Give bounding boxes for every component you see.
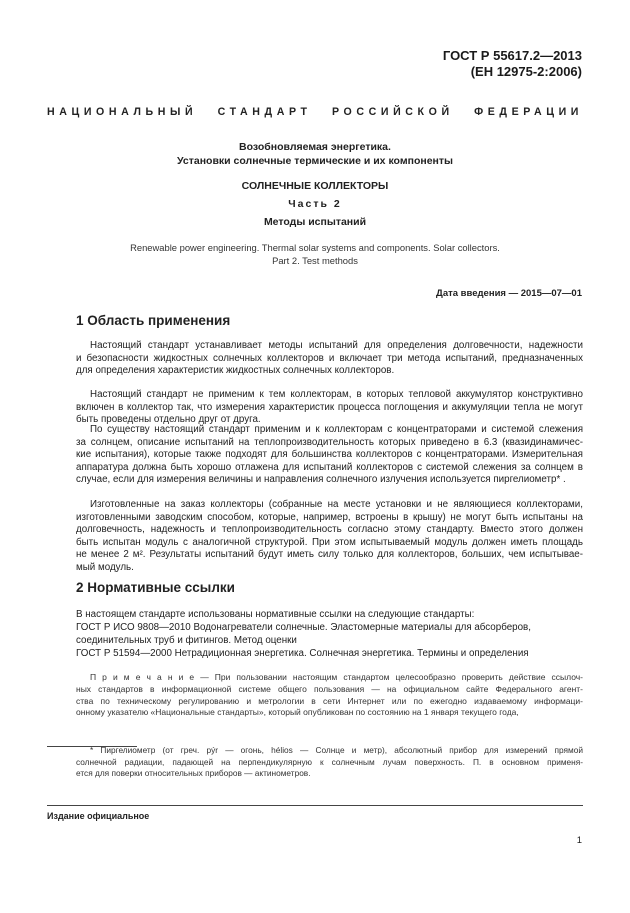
reference-gost-r-iso-9808-cont: соединительных труб и фитингов. Метод оценки xyxy=(76,635,297,646)
section-1-paragraph-3-line: аппаратура должна быть хорошо отлажена для испытаний коллекторов с системой слежения за солнцем в xyxy=(76,461,583,473)
section-2-heading: 2 Нормативные ссылки xyxy=(76,580,235,595)
document-title xyxy=(40,140,590,168)
national-standard-banner: НАЦИОНАЛЬНЫЙ СТАНДАРТ РОССИЙСКОЙ ФЕДЕРАЦИИ xyxy=(47,106,583,118)
note-line: ных стандартов в информационной системе общего пользования — на официальном сайте Федерального агент- xyxy=(76,683,583,694)
section-1-heading: 1 Область применения xyxy=(76,313,231,328)
reference-gost-r-iso-9808: ГОСТ Р ИСО 9808—2010 Водонагреватели солнечные. Эластомерные материалы для абсорберов, xyxy=(76,622,531,633)
section-1-paragraph-2-line: включен в коллектор так, что измерения характеристик процесса поглощения и аккумуляции тепла не могут xyxy=(76,401,583,413)
english-title xyxy=(40,241,590,267)
footnote-line: ется для поверки относительных приборов — актинометров. xyxy=(76,768,311,779)
title-part: Часть 2 xyxy=(288,198,342,210)
references-intro: В настоящем стандарте использованы нормативные ссылки на следующие стандарты: xyxy=(76,609,475,620)
section-1-paragraph-4-line: долговечность, надежность и теплопроизводительность согласно этому стандарту. Вместо этого должен xyxy=(76,524,583,536)
en-equivalent: (ЕН 12975-2:2006) xyxy=(470,64,582,79)
section-1-paragraph-4-line: не менее 2 м². Результаты испытаний будут иметь силу только для коллекторов, больших, чем испытывае- xyxy=(76,549,583,561)
page-number: 1 xyxy=(576,835,582,846)
standard-number: ГОСТ Р 55617.2—2013 xyxy=(442,48,582,63)
section-1-paragraph-3-line: за солнцем, описание испытаний на теплопроизводительность которых приведено в 6.3 (квазидинамичес- xyxy=(76,436,583,448)
standard-designation xyxy=(443,48,582,80)
section-1-paragraph-4-line: Изготовленные на заказ коллекторы (собранные на месте установки и не являющиеся коллекторами, xyxy=(90,499,583,510)
introduction-date: Дата введения — 2015—07—01 xyxy=(436,288,582,299)
section-1-paragraph-1-line: и безопасности жидкостных солнечных коллекторов и включает три метода испытаний, предназначенных xyxy=(76,352,583,364)
english-title-line-2: Part 2. Test methods xyxy=(272,255,358,266)
footnote-line: солнечной радиации, падающей на перпендикулярную к солнечным лучам поверхность. П. в основном применя- xyxy=(76,756,583,767)
section-1-paragraph-1-line: Настоящий стандарт устанавливает методы испытаний для определения долговечности, надежности xyxy=(90,340,583,351)
bottom-divider xyxy=(47,805,583,806)
english-title-line-1: Renewable power engineering. Thermal solar systems and components. Solar collectors. xyxy=(130,242,500,253)
title-line-2: Установки солнечные термические и их компоненты xyxy=(177,155,453,167)
note-line: ства по техническому регулированию и метрологии в сети Интернет или по ежегодно издаваемому информаци- xyxy=(76,695,583,706)
title-subtitle: Методы испытаний xyxy=(263,216,367,228)
section-1-paragraph-3-line: кие испытания), которые также подходят для большинства коллекторов с концентраторами. Измерительная xyxy=(76,449,583,461)
edition-label: Издание официальное xyxy=(47,811,150,821)
section-1-paragraph-1-line: для определения характеристик жидкостных солнечных коллекторов. xyxy=(76,365,395,377)
footnote-line: * Пиргелиометр (от греч. pýr — огонь, hélios — Солнце и метр), абсолютный прибор для измерений прямой xyxy=(90,745,583,755)
title-section: СОЛНЕЧНЫЕ КОЛЛЕКТОРЫ xyxy=(241,180,389,192)
note-line: онному указателю «Национальные стандарты», который опубликован по состоянию на 1 января текущего года, xyxy=(76,707,519,718)
note-line: П р и м е ч а н и е — При пользовании настоящим стандартом целесообразно проверить действие ссылоч- xyxy=(90,672,583,682)
title-line-1: Возобновляемая энергетика. xyxy=(239,141,391,153)
reference-gost-r-51594: ГОСТ Р 51594—2000 Нетрадиционная энергетика. Солнечная энергетика. Термины и определения xyxy=(76,648,529,659)
section-1-paragraph-3-line: случае, если для измерения величины и направления солнечного излучения используется пиргелиометр* . xyxy=(76,474,566,486)
section-1-paragraph-3-line: По существу настоящий стандарт применим и к коллекторам с концентраторами и системой слежения xyxy=(90,424,583,435)
section-1-paragraph-2-line: быть проведены отдельно друг от друга. xyxy=(76,414,261,426)
section-1-paragraph-4-line: изготовленными заводским способом, которые, например, встроены в крышу) не могут быть испытаны на xyxy=(76,511,583,523)
section-1-paragraph-4-line: мый модуль. xyxy=(76,561,134,573)
section-1-paragraph-4-line: быть испытан модуль с аналогичной структурой. При этом испытываемый модуль должен иметь площадь xyxy=(76,536,583,548)
section-1-paragraph-2-line: Настоящий стандарт не применим к тем коллекторам, в которых тепловой аккумулятор конструктивно xyxy=(90,389,583,400)
